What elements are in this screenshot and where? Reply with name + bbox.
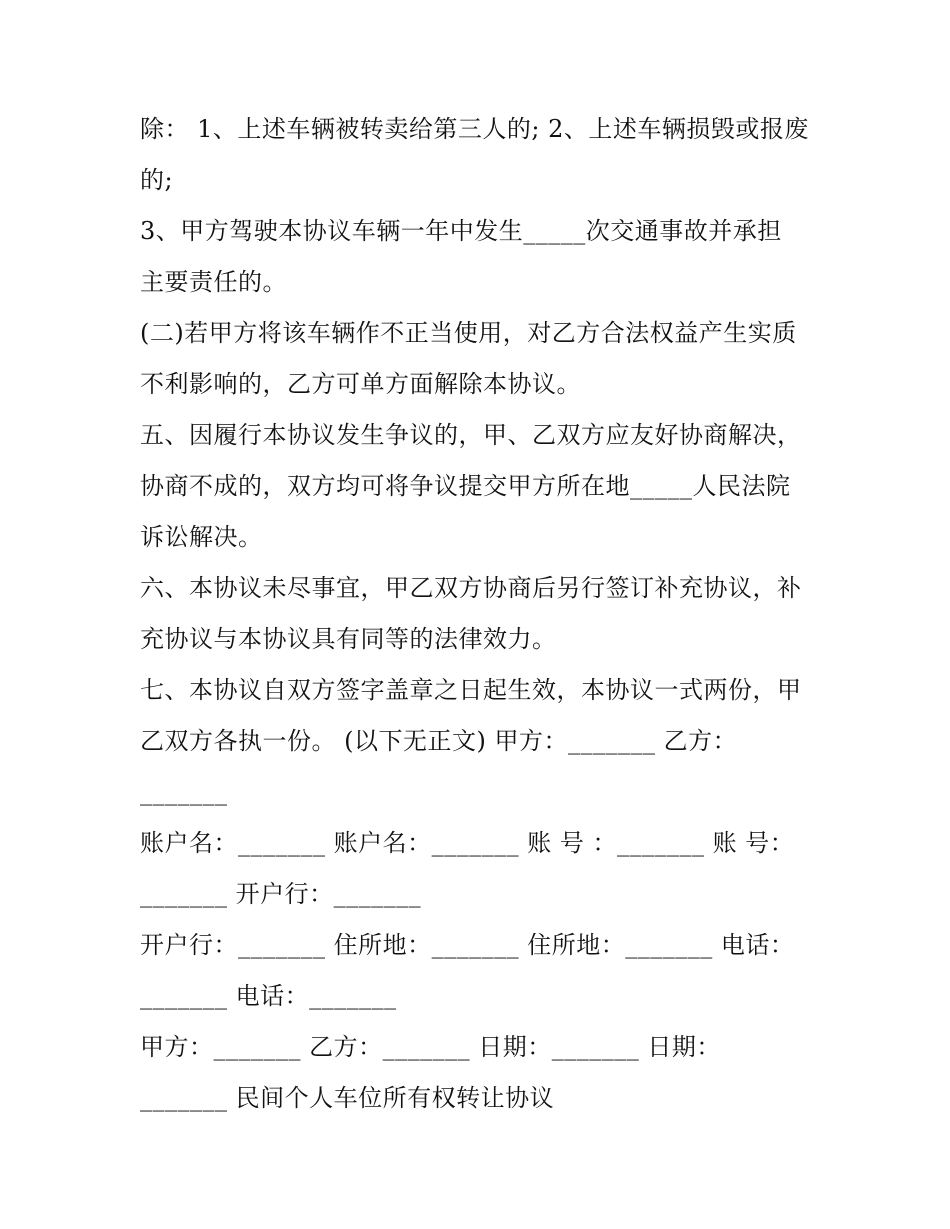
text-line: 账户名：_______ 账户名：_______ 账 号 ：_______ 账 号： xyxy=(140,829,795,857)
text-line: 乙双方各执一份。 (以下无正文) 甲方：_______ 乙方： xyxy=(140,727,738,755)
text-line: 七、本协议自双方签字盖章之日起生效，本协议一式两份，甲 xyxy=(140,676,802,704)
text-line: 甲方：_______ 乙方：_______ 日期：_______ 日期： xyxy=(140,1033,721,1061)
text-line: _______ 开户行：_______ xyxy=(140,880,422,908)
text-line: 协商不成的，双方均可将争议提交甲方所在地_____人民法院 xyxy=(140,472,791,500)
text-line: 诉讼解决。 xyxy=(140,523,263,551)
text-line: _______ 电话：_______ xyxy=(140,982,397,1010)
text-line: 3、甲方驾驶本协议车辆一年中发生_____次交通事故并承担 xyxy=(140,217,782,245)
text-line: 的; xyxy=(140,166,174,194)
text-line: 五、因履行本协议发生争议的，甲、乙双方应友好协商解决， xyxy=(140,421,802,449)
text-line: 六、本协议未尽事宜，甲乙双方协商后另行签订补充协议，补 xyxy=(140,574,802,602)
text-line: 除： 1、上述车辆被转卖给第三人的; 2、上述车辆损毁或报废 xyxy=(140,115,809,143)
document-body xyxy=(140,104,830,1124)
text-line: _______ 民间个人车位所有权转让协议 xyxy=(140,1084,555,1112)
text-line: 不利影响的，乙方可单方面解除本协议。 xyxy=(140,370,581,398)
text-line: (二)若甲方将该车辆作不正当使用，对乙方合法权益产生实质 xyxy=(140,319,797,347)
text-line: 主要责任的。 xyxy=(140,268,287,296)
text-line: _______ xyxy=(140,778,228,806)
text-line: 开户行：_______ 住所地：_______ 住所地：_______ 电话： xyxy=(140,931,795,959)
text-line: 充协议与本协议具有同等的法律效力。 xyxy=(140,625,557,653)
